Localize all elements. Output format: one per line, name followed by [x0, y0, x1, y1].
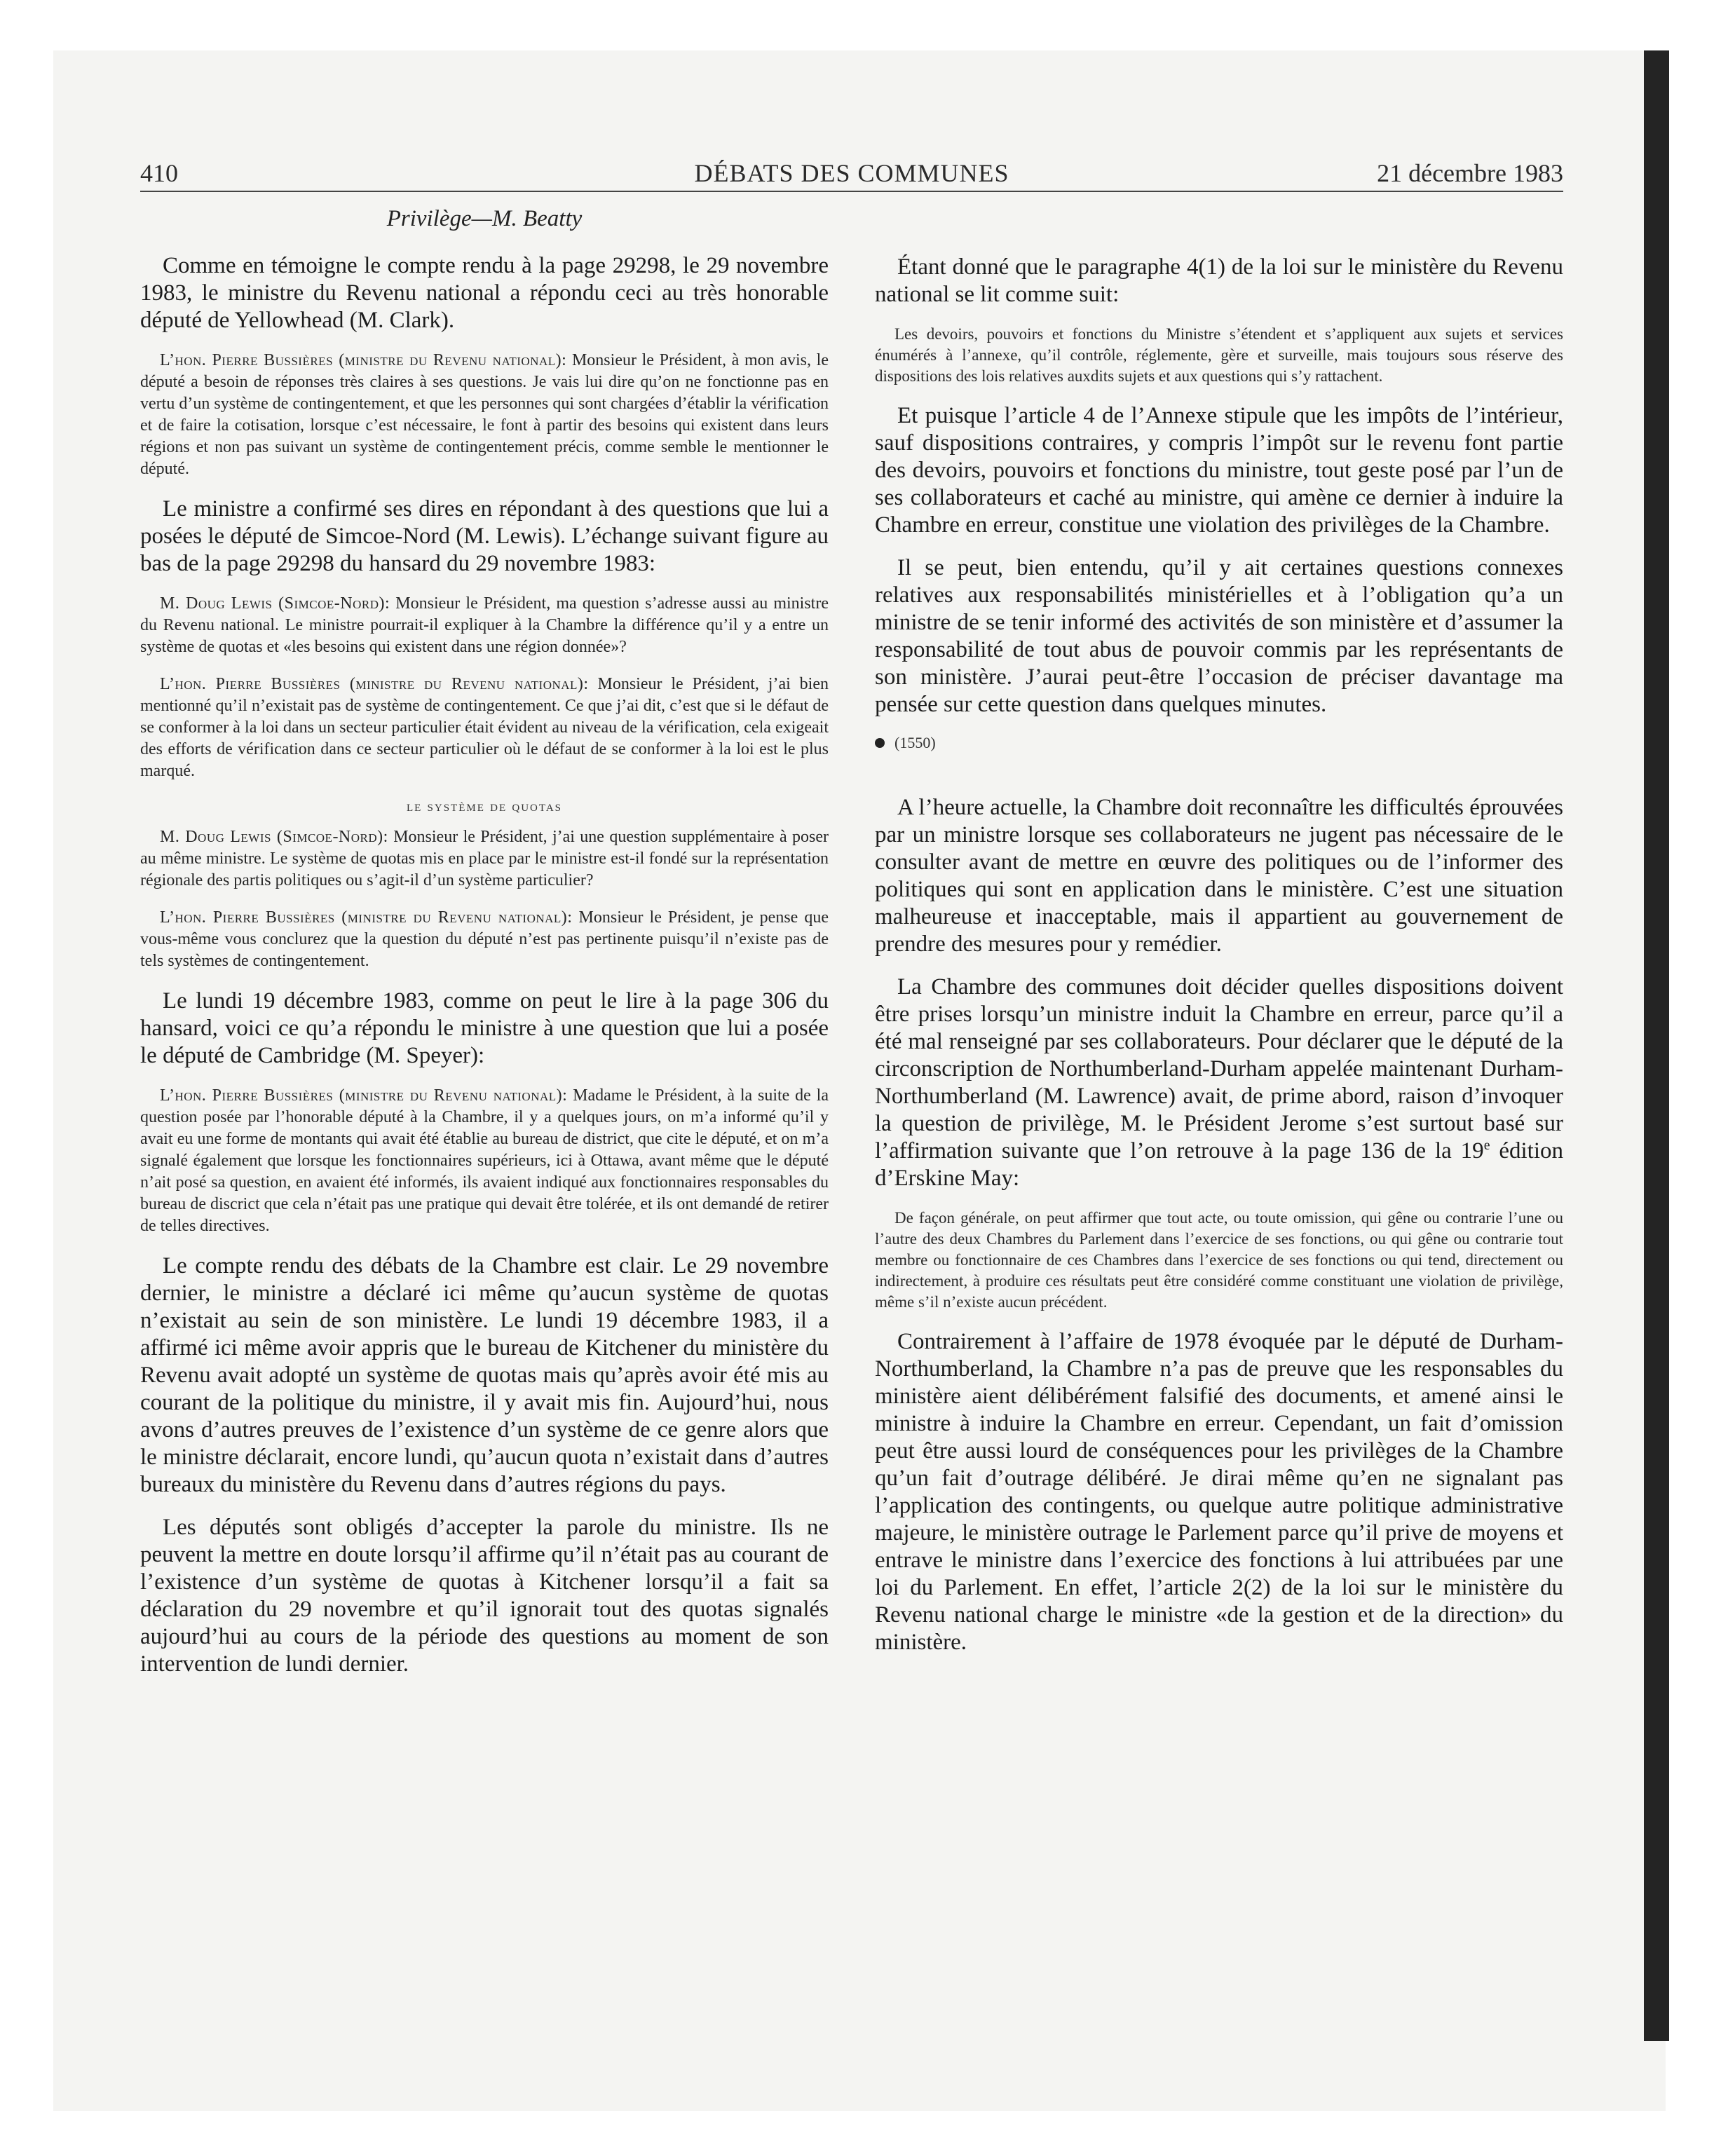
speaker-name: L’hon. Pierre Bussières (ministre du Revenu national): [160, 1086, 568, 1105]
speech-text: Monsieur le Président, je pense que vous-même vous conclurez que la question du député n’est pas pertinente puisqu’il n’existe pas de tels systèmes de contingentement. [140, 908, 829, 970]
right-column [875, 254, 1563, 1672]
citation-quote: De façon générale, on peut affirmer que tout acte, ou toute omission, qui gêne ou contrarie l’une ou l’autre des deux Chambres du Parlement dans l’exercice de ses fonctions, ou qui gêne ou contrarie tout membre ou fonctionnaire de ces Chambres dans l’exercice de ses fonctions ou qui tend, directement ou indirectement, à produire ces résultats peut être considéré comme constituant une violation de privilège, même s’il n’existe aucun précédent. [875, 1209, 1563, 1311]
speech-text: Monsieur le Président, j’ai une question supplémentaire à poser au même ministre. Le système de quotas mis en place par le ministre est-il fondé sur la représentation régionale des partis politiques ou s’agit-il d’un système particulier? [140, 828, 829, 889]
bullet-icon [875, 738, 885, 748]
paragraph: Étant donné que le paragraphe 4(1) de la loi sur le ministère du Revenu national se lit comme suit: [875, 254, 1563, 307]
paragraph-text: édition d’Erskine May: [875, 1138, 1564, 1191]
page-date: 21 décembre 1983 [1377, 159, 1563, 187]
paragraph: Le ministre a confirmé ses dires en répondant à des questions que lui a posées le député de Simcoe-Nord (M. Lewis). L’échange suivant figure au bas de la page 29298 du hansard du 29 novembre 1983: [140, 496, 829, 576]
subheading: le système de quotas [406, 798, 563, 814]
speech-text: Monsieur le Président, à mon avis, le député a besoin de réponses très claires à ses questions. Je vais lui dire qu’on ne fonctionne pas en vertu d’un système de contingentement, et que les personnes qui sont chargées d’établir la vérification et de faire la cotisation, lorsque c’est nécessaire, le font à partir des besoins qui existent dans leurs régions et non pas suivant un système de contingentement précis, comme semble le mentionner le député. [140, 351, 829, 478]
paragraph: Il se peut, bien entendu, qu’il y ait certaines questions connexes relatives aux responsabilités ministérielles et à l’obligation qu’a un ministre de se tenir informé des activités de son ministère et d’assumer la responsabilité de tout abus de pouvoir commis par les représentants de son ministère. J’aurai peut-être l’occasion de préciser davantage ma pensée sur cette question dans quelques minutes. [875, 555, 1563, 717]
paragraph-text: La Chambre des communes doit décider quelles dispositions doivent être prises lorsqu’un ministre induit la Chambre en erreur, parce qu’il a été mal renseigné par ses collaborateurs. Pour déclarer que le député de la circonscription de Northumberland-Durham appelée maintenant Durham-Northumberland (M. Lawrence) avait, de prime abord, raison d’invoquer la question de privilège, M. le Président Jerome s’est surtout basé sur l’affirmation suivante que l’on retrouve à la page 136 de la 19 [875, 974, 1563, 1164]
transcript-excerpt [140, 826, 829, 892]
time-marker [875, 734, 1563, 752]
speech-text: Monsieur le Président, j’ai bien mentionné qu’il n’existait pas de système de contingentement. Ce que j’ai dit, c’est que si le défaut de se conformer à la loi dans un secteur particulier était évident au niveau de la vérification, cela exigeait des efforts de vérification dans ce secteur particulier où le défaut de se conformer à la loi est le plus marqué. [140, 675, 829, 780]
transcript-excerpt [140, 593, 829, 658]
page-number: 410 [140, 159, 178, 187]
page-header [140, 158, 1563, 191]
statute-quote: Les devoirs, pouvoirs et fonctions du Ministre s’étendent et s’appliquent aux sujets et services énumérés à l’annexe, qu’il contrôle, réglemente, gère et surveille, mais toujours sous réserve des dispositions des lois relatives auxdits sujets et aux questions qui s’y rattachent. [875, 325, 1563, 385]
section-title: Privilège—M. Beatty [386, 206, 583, 231]
paragraph [875, 974, 1563, 1192]
speaker-name: M. Doug Lewis (Simcoe-Nord): [160, 828, 388, 846]
header-rule [140, 191, 1563, 192]
paragraph: A l’heure actuelle, la Chambre doit reconnaître les difficultés éprouvées par un ministre lorsque ses collaborateurs ne jugent pas nécessaire de le consulter avant de mettre en œuvre des politiques ou de l’informer des politiques qui sont en application dans le ministère. C’est une situation malheureuse et inacceptable, mais il appartient au gouvernement de prendre des mesures pour y remédier. [875, 795, 1563, 957]
left-column [140, 252, 829, 1693]
paragraph: Contrairement à l’affaire de 1978 évoquée par le député de Durham-Northumberland, la Chambre n’a pas de preuve que les responsables du ministère aient délibérément falsifié des documents, et amené ainsi le ministre à induire la Chambre en erreur. Cependant, un fait d’omission peut être aussi lourd de conséquences pour les privilèges de la Chambre qu’un fait d’outrage délibéré. Je dirai même qu’en ne signalant pas l’application des contingents, ou quelque autre politique administrative majeure, le ministère outrage le Parlement parce qu’il prive de moyens et entrave le ministre dans l’exercice des fonctions à lui attribuées par une loi du Parlement. En effet, l’article 2(2) de la loi sur le ministère du Revenu national charge le ministre «de la gestion et de la direction» du ministère. [875, 1329, 1563, 1655]
scan-edge-shadow [1644, 50, 1669, 2041]
transcript-excerpt [140, 1085, 829, 1237]
transcript-excerpt [140, 350, 829, 480]
paragraph: Et puisque l’article 4 de l’Annexe stipule que les impôts de l’intérieur, sauf dispositions contraires, y compris l’impôt sur le revenu font partie des devoirs, pouvoirs et fonctions du ministre, tout geste posé par l’un de ses collaborateurs et caché au ministre, qui amène ce dernier à induire la Chambre en erreur, constitue une violation des privilèges de la Chambre. [875, 403, 1563, 538]
paragraph: Le lundi 19 décembre 1983, comme on peut le lire à la page 306 du hansard, voici ce qu’a répondu le ministre à une question que lui a posée le député de Cambridge (M. Speyer): [140, 988, 829, 1068]
paragraph: Le compte rendu des débats de la Chambre est clair. Le 29 novembre dernier, le ministre a déclaré ici même qu’aucun système de quotas n’existait au sein de son ministère. Le lundi 19 décembre 1983, il a affirmé ici même avoir appris que le bureau de Kitchener du ministère du Revenu avait adopté un système de quotas mais qu’après avoir été mis au courant de la politique du ministre, il y avait mis fin. Aujourd’hui, nous avons d’autres preuves de l’existence d’un système de ce genre alors que le ministre déclarait, encore lundi, qu’aucun quota n’existait dans d’autres bureaux du ministère du Revenu dans d’autres régions du pays. [140, 1253, 829, 1497]
speaker-name: L’hon. Pierre Bussières (ministre du Revenu national): [160, 908, 573, 927]
paragraph: Comme en témoigne le compte rendu à la page 29298, le 29 novembre 1983, le ministre du Revenu national a répondu ceci au très honorable député de Yellowhead (M. Clark). [140, 253, 829, 333]
speech-text: Monsieur le Président, ma question s’adresse aussi au ministre du Revenu national. Le ministre pourrait-il expliquer à la Chambre la différence qu’il y a entre un système de quotas et «les besoins qui existent dans une région donnée»? [140, 594, 829, 656]
speaker-name: L’hon. Pierre Bussières (ministre du Revenu national): [160, 675, 589, 693]
transcript-excerpt [140, 907, 829, 972]
publication-title: DÉBATS DES COMMUNES [694, 159, 1009, 187]
speech-text: Madame le Président, à la suite de la question posée par l’honorable député à la Chambre, il y a quelques jours, on m’a informé qu’il y avait eu une forme de montants qui avait été établie au bureau de district, que cite le député, et on m’a signalé également que lorsque les fonctionnaires supérieurs, ici à Ottawa, avant même que le député n’ait posé sa question, en avaient été informés, ils avaient indiqué aux fonctionnaires responsables du bureau de discrict que cela n’était pas une pratique qui devait être tolérée, et ils ont demandé de retirer de telles directives. [140, 1086, 829, 1235]
transcript-excerpt [140, 674, 829, 782]
superscript: e [1483, 1138, 1490, 1153]
time-marker-text: (1550) [894, 734, 936, 751]
speaker-name: L’hon. Pierre Bussières (ministre du Revenu national): [160, 351, 567, 369]
paragraph: Les députés sont obligés d’accepter la parole du ministre. Ils ne peuvent la mettre en doute lorsqu’il affirme qu’il n’était pas au courant de l’existence d’un système de quotas à Kitchener lorsqu’il a fait sa déclaration du 29 novembre et qu’il ignorait tout des quotas signalés aujourd’hui au cours de la période des questions au moment de son intervention de lundi dernier. [140, 1515, 829, 1677]
speaker-name: M. Doug Lewis (Simcoe-Nord): [160, 594, 390, 613]
